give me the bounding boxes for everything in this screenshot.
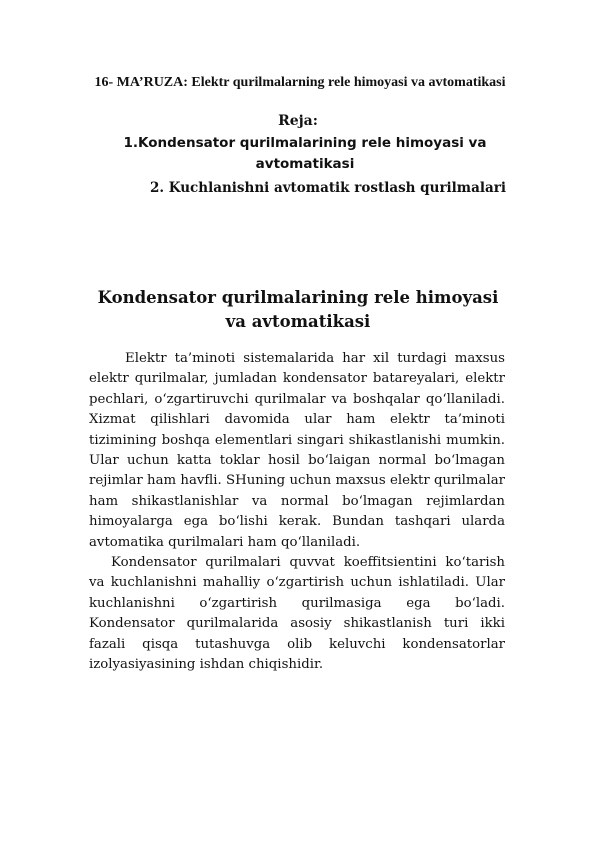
body-text: [89, 349, 505, 676]
lecture-title: 16- MA’RUZA: Elektr qurilmalarning rele himoyasi va avtomatikasi: [94, 75, 506, 90]
plan-item-2: 2. Kuchlanishni avtomatik rostlash qurilmalari: [150, 180, 506, 196]
plan-heading: Reja:: [278, 113, 318, 129]
plan-item-1: 1.Kondensator qurilmalarining rele himoyasi va avtomatikasi: [123, 135, 487, 172]
body-paragraph-1: Elektr ta’minoti sistemalarida har xil turdagi maxsus elektr qurilmalar, jumladan kondensator batareyalari, elektr pechlari, o‘zgartiruvchi qurilmalar va boshqalar qo‘llaniladi. Xizmat qilishlari davomida ular ham elektr ta’minoti tizimining boshqa elementlari singari shikastlanishi mumkin. Ular uchun katta toklar hosil bo‘laigan normal bo‘lmagan rejimlar ham havfli. SHuning uchun maxsus elektr qurilmalar ham shikastlanishlar va normal bo‘lmagan rejimlardan himoyalarga ega bo‘lishi kerak. Bundan tashqari ularda avtomatika qurilmalari ham qo‘llaniladi.: [89, 351, 505, 550]
section-heading: Kondensator qurilmalarining rele himoyasi va avtomatikasi: [97, 288, 499, 331]
body-paragraph-2: Kondensator qurilmalari quvvat koeffitsientini ko‘tarish va kuchlanishni mahalliy o‘zgartirish uchun ishlatiladi. Ular kuchlanishni o‘zgartirish qurilmasiga ega bo‘ladi. Kondensator qurilmalarida asosiy shikastlanish turi ikki fazali qisqa tutashuvga olib keluvchi kondensatorlar izolyasiyasining ishdan chiqishidir.: [89, 555, 505, 673]
